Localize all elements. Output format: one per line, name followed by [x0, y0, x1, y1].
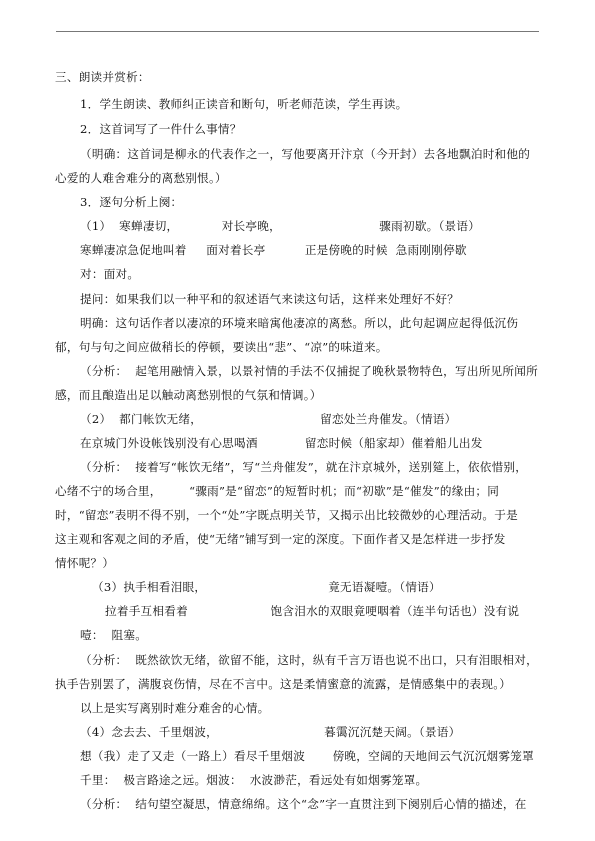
text-line: 这主观和客观之间的矛盾，使“无绪”铺写到一定的深度。下面作者又是怎样进一步抒发	[55, 532, 506, 546]
text-line: 1．学生朗读、教师纠正读音和断句，听老师范读，学生再读。	[80, 97, 408, 111]
text-line: 执手告别罢了，满腹哀伤情，尽在不言中。这是柔情蜜意的流露，是情感集中的表现。）	[55, 677, 512, 691]
text-line: （明确：这首词是柳永的代表作之一，写他要离开汴京（今开封）去各地飘泊时和他的	[80, 147, 531, 161]
header-rule	[56, 31, 539, 32]
text-line: 以上是实写离别时难分难舍的心情。	[80, 701, 270, 715]
text-line: （4）念去去、千里烟波， 暮霭沉沉楚天阔。（景语）	[80, 725, 461, 739]
text-line: 对：面对。	[80, 267, 140, 281]
text-line: 千里： 极言路途之远。烟波： 水波渺茫，看远处有如烟雾笼罩。	[80, 773, 428, 787]
text-line: 心绪不宁的场合里， “骤雨”是“留恋”的短暂时机；而“初歇”是“催发”的缘由；同	[55, 484, 500, 498]
text-line: （分析： 起笔用融情入景，以景衬情的手法不仅捕捉了晚秋景物特色，写出所见所闻所	[80, 364, 538, 378]
text-line: 在京城门外设帐饯别没有心思喝酒 留恋时候（船家却）催着船儿出发	[80, 436, 483, 450]
text-line: 3．逐句分析上阕：	[80, 195, 183, 209]
text-line: 郁，句与句之间应做稍长的停顿，要读出“悲”、“凉”的味道来。	[55, 340, 388, 354]
text-line: （3）执手相看泪眼， 竟无语凝噎。（情语）	[92, 580, 441, 594]
text-line: 寒蝉凄凉急促地叫着 面对着长亭 正是傍晚的时候 急雨刚刚停歇	[80, 243, 467, 257]
text-line: 时，“留恋”表明不得不别，一个“处”字既点明关节，又揭示出比较微妙的心理活动。于是	[55, 508, 518, 522]
text-line: （分析： 结句望空凝思，情意绵绵。这个“念”字一直贯注到下阕别后心情的描述，在	[80, 797, 527, 811]
text-line: （1） 寒蝉凄切， 对长亭晚， 骤雨初歇。（景语）	[80, 219, 481, 233]
text-line: 情怀呢？）	[55, 556, 115, 570]
text-line: 2．这首词写了一件什么事情？	[80, 122, 242, 136]
text-line: （分析： 既然欲饮无绪，欲留不能，这时，纵有千言万语也说不出口，只有泪眼相对，	[80, 653, 538, 667]
text-line: 三、朗读并赏析：	[55, 70, 150, 84]
text-line: 想（我）走了又走（一路上）看尽千里烟波 傍晚，空阔的天地间云气沉沉烟雾笼罩	[80, 749, 534, 763]
text-line: 感，而且酿造出足以触动离愁别恨的气氛和情调。）	[55, 388, 322, 402]
text-line: 明确：这句话作者以凄凉的环境来暗寓他凄凉的离愁。所以，此句起调应起得低沉伤	[80, 316, 519, 330]
text-line: （2） 都门帐饮无绪， 留恋处兰舟催发。（情语）	[80, 412, 457, 426]
text-line: 拉着手互相看着 饱含泪水的双眼竟哽咽着（连半句话也）没有说	[105, 604, 520, 618]
text-line: （分析： 接着写“帐饮无绪”，写“兰舟催发”，就在汴京城外，送别筵上，依依惜别，	[80, 460, 528, 474]
text-line: 噎： 阻塞。	[80, 628, 148, 642]
text-line: 提问：如果我们以一种平和的叙述语气来读这句话，这样来处理好不好？	[80, 292, 460, 306]
text-line: 心爱的人难舍难分的离愁别恨。）	[55, 171, 227, 185]
